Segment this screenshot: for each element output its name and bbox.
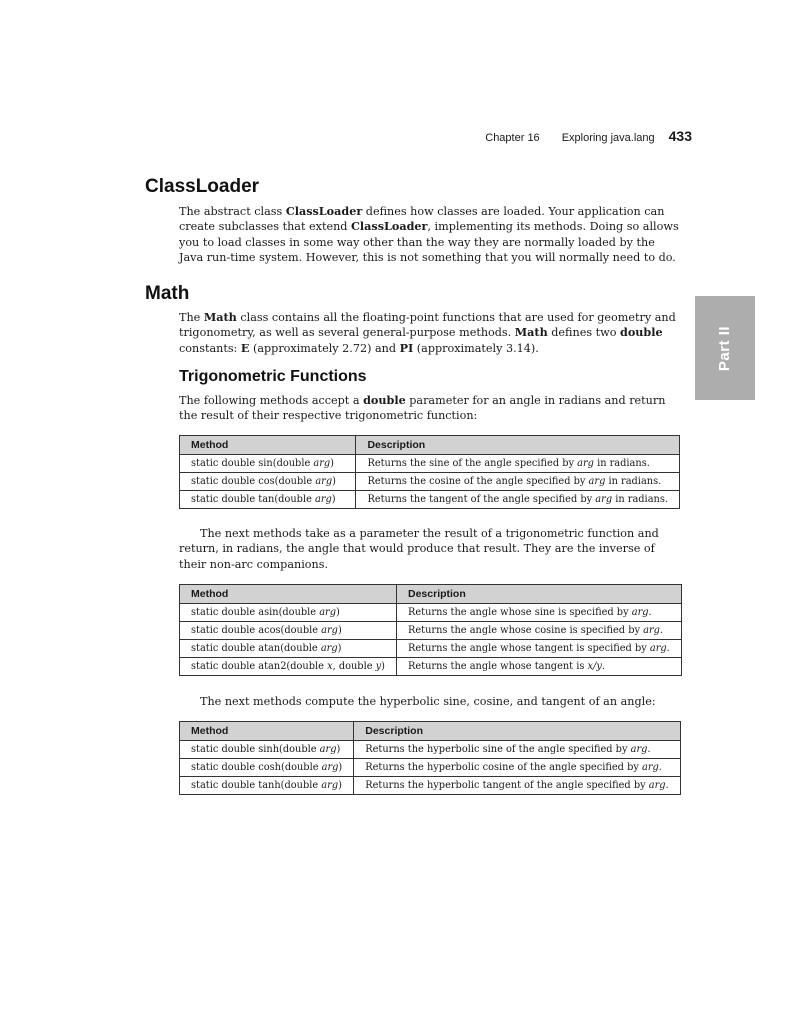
description-cell: Returns the angle whose sine is specified by arg. — [397, 604, 682, 622]
table-header-row — [180, 436, 680, 455]
chapter-label: Chapter 16 — [485, 132, 540, 144]
description-cell: Returns the hyperbolic sine of the angle specified by arg. — [354, 741, 680, 759]
column-header-method: Method — [180, 722, 354, 741]
method-cell: static double atan(double arg) — [180, 640, 397, 658]
section-title: Exploring java.lang — [561, 132, 655, 144]
page-number: 433 — [668, 128, 692, 144]
column-header-description: Description — [397, 585, 682, 604]
table-row — [180, 759, 681, 777]
running-header — [400, 128, 692, 144]
trig-heading: Trigonometric Functions — [179, 368, 367, 385]
method-cell: static double cos(double arg) — [180, 473, 356, 491]
method-cell: static double tan(double arg) — [180, 491, 356, 509]
description-cell: Returns the cosine of the angle specified by arg in radians. — [356, 473, 680, 491]
math-heading: Math — [145, 283, 190, 304]
method-cell: static double cosh(double arg) — [180, 759, 354, 777]
method-cell: static double atan2(double x, double y) — [180, 658, 397, 676]
part-side-tab — [695, 296, 755, 400]
description-cell: Returns the angle whose tangent is x/y. — [397, 658, 682, 676]
table-row — [180, 640, 682, 658]
column-header-description: Description — [354, 722, 680, 741]
classloader-heading: ClassLoader — [145, 176, 260, 197]
table-row — [180, 455, 680, 473]
column-header-description: Description — [356, 436, 680, 455]
part-side-tab-label: Part II — [716, 325, 734, 371]
hyperbolic-intro: The next methods compute the hyperbolic sine, cosine, and tangent of an angle: — [200, 695, 656, 708]
table-row — [180, 777, 681, 795]
method-cell: static double sin(double arg) — [180, 455, 356, 473]
method-cell: static double acos(double arg) — [180, 622, 397, 640]
column-header-method: Method — [180, 436, 356, 455]
table-row — [180, 741, 681, 759]
description-cell: Returns the angle whose tangent is specified by arg. — [397, 640, 682, 658]
column-header-method: Method — [180, 585, 397, 604]
description-cell: Returns the hyperbolic tangent of the angle specified by arg. — [354, 777, 680, 795]
table-header-row — [180, 585, 682, 604]
math-paragraph: The Math class contains all the floating-point functions that are used for geometry and trigonometry, as well as several general-purpose methods. Math defines two double constants: E (approximately 2.72) and PI (approximately 3.14). — [179, 310, 676, 355]
description-cell: Returns the tangent of the angle specified by arg in radians. — [356, 491, 680, 509]
trig-intro: The following methods accept a double parameter for an angle in radians and return the result of their respective trigonometric function: — [179, 393, 666, 423]
method-cell: static double sinh(double arg) — [180, 741, 354, 759]
description-cell: Returns the sine of the angle specified by arg in radians. — [356, 455, 680, 473]
table-row — [180, 658, 682, 676]
arc-intro: The next methods take as a parameter the result of a trigonometric function and return, in radians, the angle that would produce that result. They are the inverse of their non-arc companions. — [179, 527, 659, 571]
trig-table — [179, 435, 680, 509]
arc-table — [179, 584, 682, 676]
table-row — [180, 622, 682, 640]
table-row — [180, 491, 680, 509]
hyperbolic-table — [179, 721, 681, 795]
table-header-row — [180, 722, 681, 741]
description-cell: Returns the hyperbolic cosine of the angle specified by arg. — [354, 759, 680, 777]
method-cell: static double tanh(double arg) — [180, 777, 354, 795]
table-row — [180, 604, 682, 622]
description-cell: Returns the angle whose cosine is specified by arg. — [397, 622, 682, 640]
classloader-paragraph: The abstract class ClassLoader defines how classes are loaded. Your application can create subclasses that extend ClassLoader, implementing its methods. Doing so allows you to load classes in some way other than the way they are normally loaded by the Java run-time system. However, this is not something that you will normally need to do. — [179, 204, 679, 264]
table-row — [180, 473, 680, 491]
method-cell: static double asin(double arg) — [180, 604, 397, 622]
